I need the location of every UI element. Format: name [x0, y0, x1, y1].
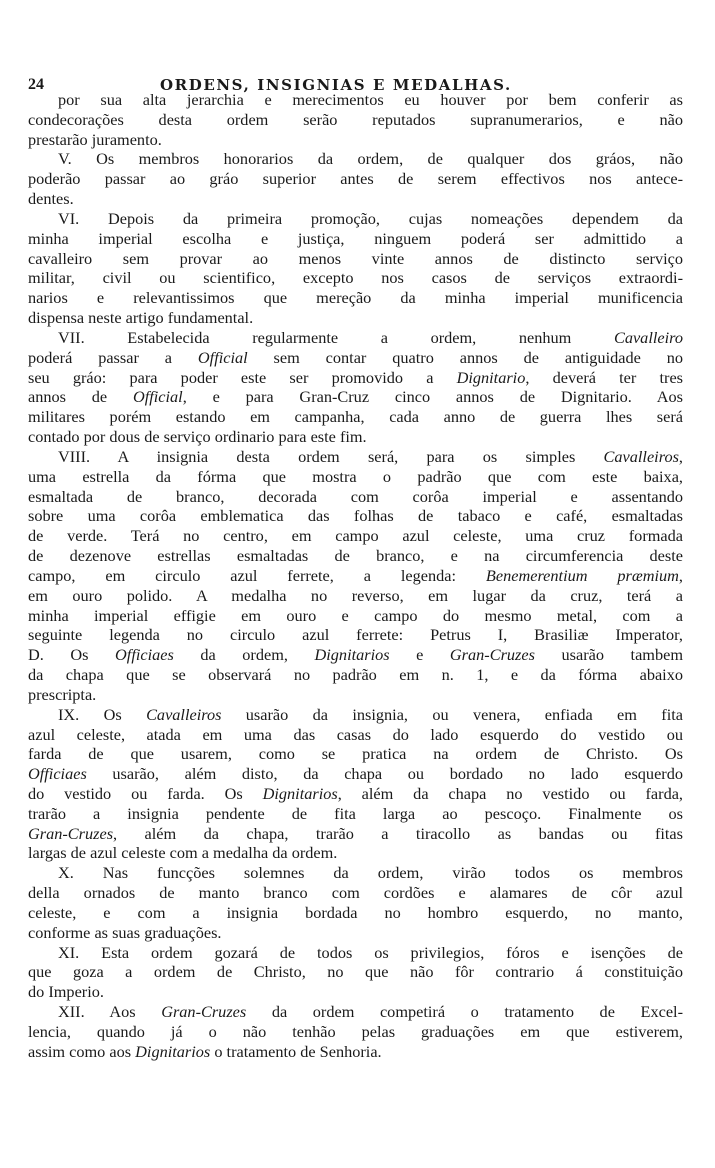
italic-term: Gran-Cruzes — [449, 645, 535, 665]
article-paragraph — [28, 149, 683, 208]
text-segment: o tratamento de Senhoria. — [210, 1041, 382, 1061]
text-line — [28, 487, 683, 507]
text-segment: militar, civil ou scientifico, excepto nos casos de serviços extraordi- — [28, 268, 683, 288]
text-line — [28, 744, 683, 764]
text-line — [28, 149, 683, 169]
article-paragraph — [28, 90, 683, 149]
text-line — [28, 1002, 683, 1022]
text-line — [28, 506, 683, 526]
text-segment: sobre uma corôa emblematica das folhas de tabaco e café, esmaltadas — [28, 506, 683, 526]
text-line — [28, 705, 683, 725]
italic-term: Cavalleiros — [146, 704, 222, 724]
text-segment: por sua alta jerarchia e merecimentos eu houver por bem conferir as — [58, 90, 683, 109]
text-line — [28, 288, 683, 308]
article-paragraph — [28, 447, 683, 705]
text-line — [28, 189, 683, 209]
text-segment: condecorações desta ordem serão reputados supranumerarios, e não — [28, 109, 683, 129]
text-segment: annos de — [28, 387, 133, 407]
text-line — [28, 685, 683, 705]
text-segment: militares porém estando em campanha, cada anno de guerra lhes será — [28, 407, 683, 427]
text-line — [28, 804, 683, 824]
text-line — [28, 169, 683, 189]
text-segment: X. Nas funcções solemnes da ordem, virão todos os membros — [58, 863, 683, 883]
page-body-text — [28, 90, 683, 1062]
text-segment: poderão passar ao gráo superior antes de serem effectivos nos antece- — [28, 169, 683, 189]
article-paragraph — [28, 209, 683, 328]
italic-term: Cavalleiros — [603, 446, 679, 466]
text-line — [28, 962, 683, 982]
text-segment: , e para Gran-Cruz cinco annos de Dignitario. Aos — [182, 387, 683, 407]
text-line — [28, 368, 683, 388]
text-line — [28, 665, 683, 685]
text-segment: cavalleiro sem provar ao menos vinte annos de distincto serviço — [28, 248, 683, 268]
text-segment: uma estrella da fórma que mostra o padrão que com este baixa, — [28, 466, 683, 486]
text-segment: dispensa neste artigo fundamental. — [28, 308, 254, 328]
text-line — [28, 943, 683, 963]
text-segment: , deverá ter tres — [525, 367, 684, 387]
text-segment: IX. Os — [58, 704, 147, 724]
italic-term: Official — [132, 387, 183, 407]
text-line — [28, 566, 683, 586]
text-segment: V. Os membros honorarios da ordem, de qualquer dos gráos, não — [58, 149, 683, 169]
text-segment: da ordem competirá o tratamento de Excel- — [246, 1002, 683, 1022]
text-line — [28, 645, 683, 665]
text-segment: VI. Depois da primeira promoção, cujas nomeações dependem da — [58, 208, 683, 228]
article-paragraph — [28, 1002, 683, 1061]
page-number: 24 — [28, 76, 44, 93]
italic-term: Official — [197, 347, 248, 367]
text-line — [28, 348, 683, 368]
text-segment: contado por dous de serviço ordinario para este fim. — [28, 427, 367, 447]
italic-term: Dignitario — [456, 367, 526, 387]
text-segment: largas de azul celeste com a medalha da ordem. — [28, 843, 338, 863]
text-line — [28, 90, 683, 110]
text-segment: della ornados de manto branco com cordões e alamares de côr azul — [28, 883, 683, 903]
text-segment: , além da chapa, trarão a tiracollo as bandas ou fitas — [113, 823, 683, 843]
text-segment: celeste, e com a insignia bordada no hombro esquerdo, no manto, — [28, 902, 683, 922]
text-line — [28, 328, 683, 348]
text-line — [28, 586, 683, 606]
text-segment: , — [678, 565, 683, 585]
text-segment: de dezenove estrellas esmaltadas de branco, e na circumferencia deste — [28, 546, 683, 566]
text-segment: da ordem, — [173, 645, 315, 665]
text-segment: do Imperio. — [28, 982, 104, 1002]
text-line — [28, 1042, 683, 1062]
text-segment: XI. Esta ordem gozará de todos os privilegios, fóros e isenções de — [58, 942, 683, 962]
italic-term: Dignitarios — [135, 1041, 211, 1061]
text-segment: lencia, quando já o não tenhão pelas graduações em que estiverem, — [28, 1021, 683, 1041]
text-segment: usarão da insignia, ou venera, enfiada em fita — [221, 704, 683, 724]
text-segment: esmaltada de branco, decorada com corôa imperial e assentando — [28, 486, 683, 506]
text-segment: narios e relevantissimos que mereção da minha imperial munificencia — [28, 288, 683, 308]
text-line — [28, 824, 683, 844]
italic-term: Gran-Cruzes — [161, 1002, 247, 1022]
text-line — [28, 764, 683, 784]
article-paragraph — [28, 943, 683, 1002]
italic-term: Dignitarios — [262, 783, 338, 803]
text-segment: dentes. — [28, 189, 74, 209]
text-segment: e — [389, 645, 450, 665]
text-line — [28, 863, 683, 883]
text-segment: em ouro polido. A medalha no reverso, em lugar da cruz, terá a — [28, 585, 683, 605]
text-segment: do vestido ou farda. Os — [28, 783, 263, 803]
text-line — [28, 427, 683, 447]
italic-term: Gran-Cruzes — [28, 823, 114, 843]
text-segment: XII. Aos — [58, 1002, 162, 1022]
text-line — [28, 407, 683, 427]
text-line — [28, 784, 683, 804]
text-segment: usarão tambem — [534, 645, 684, 665]
text-line — [28, 526, 683, 546]
text-segment: sem contar quatro annos de antiguidade no — [247, 347, 684, 367]
text-line — [28, 1022, 683, 1042]
text-line — [28, 467, 683, 487]
text-segment: VIII. A insignia desta ordem será, para os simples — [58, 446, 604, 466]
text-segment: , além da chapa no vestido ou farda, — [337, 783, 684, 803]
text-segment: minha imperial escolha e justiça, ninguem poderá ser admittido a — [28, 228, 683, 248]
text-line — [28, 725, 683, 745]
text-segment: seu gráo: para poder este ser promovido a — [28, 367, 457, 387]
text-segment: azul celeste, atada em uma das casas do lado esquerdo do vestido ou — [28, 724, 683, 744]
italic-term: Officiaes — [115, 645, 174, 665]
text-segment: trarão a insignia pendente de fita larga ao pescoço. Finalmente os — [28, 803, 683, 823]
text-line — [28, 982, 683, 1002]
text-segment: VII. Estabelecida regularmente a ordem, nenhum — [58, 327, 614, 347]
text-line — [28, 903, 683, 923]
italic-term: Benemerentium præmium — [485, 565, 679, 585]
italic-term: Cavalleiro — [613, 327, 683, 347]
text-segment: da chapa que se observará no padrão em n. 1, e da fórma abaixo — [28, 665, 683, 685]
text-line — [28, 268, 683, 288]
text-segment: , — [678, 446, 683, 466]
text-segment: poderá passar a — [28, 347, 198, 367]
text-line — [28, 229, 683, 249]
text-segment: assim como aos — [28, 1041, 136, 1061]
text-line — [28, 625, 683, 645]
text-line — [28, 249, 683, 269]
text-line — [28, 923, 683, 943]
text-segment: D. Os — [28, 645, 116, 665]
text-line — [28, 387, 683, 407]
article-paragraph — [28, 328, 683, 447]
running-title: ORDENS, INSIGNIAS E MEDALHAS. — [160, 76, 512, 94]
italic-term: Officiaes — [28, 764, 87, 784]
text-line — [28, 606, 683, 626]
article-paragraph — [28, 863, 683, 942]
text-line — [28, 447, 683, 467]
article-paragraph — [28, 705, 683, 864]
text-line — [28, 209, 683, 229]
italic-term: Dignitarios — [314, 645, 390, 665]
text-segment: prescripta. — [28, 684, 97, 704]
text-line — [28, 883, 683, 903]
text-segment: minha imperial effigie em ouro e campo do mesmo metal, com a — [28, 605, 683, 625]
text-segment: usarão, além disto, da chapa ou bordado no lado esquerdo — [86, 764, 683, 784]
text-line — [28, 308, 683, 328]
text-segment: campo, em circulo azul ferrete, a legenda: — [28, 565, 486, 585]
text-segment: prestarão juramento. — [28, 129, 162, 149]
text-line — [28, 110, 683, 130]
text-segment: que goza a ordem de Christo, no que não fôr contrario á constituição — [28, 962, 683, 982]
text-line — [28, 546, 683, 566]
text-segment: de verde. Terá no centro, em campo azul celeste, uma cruz formada — [28, 526, 683, 546]
text-segment: farda de que usarem, como se pratica na ordem de Christo. Os — [28, 744, 683, 764]
text-segment: conforme as suas graduações. — [28, 922, 222, 942]
text-line — [28, 130, 683, 150]
text-segment: seguinte legenda no circulo azul ferrete: Petrus I, Brasiliæ Imperator, — [28, 625, 683, 645]
text-line — [28, 843, 683, 863]
